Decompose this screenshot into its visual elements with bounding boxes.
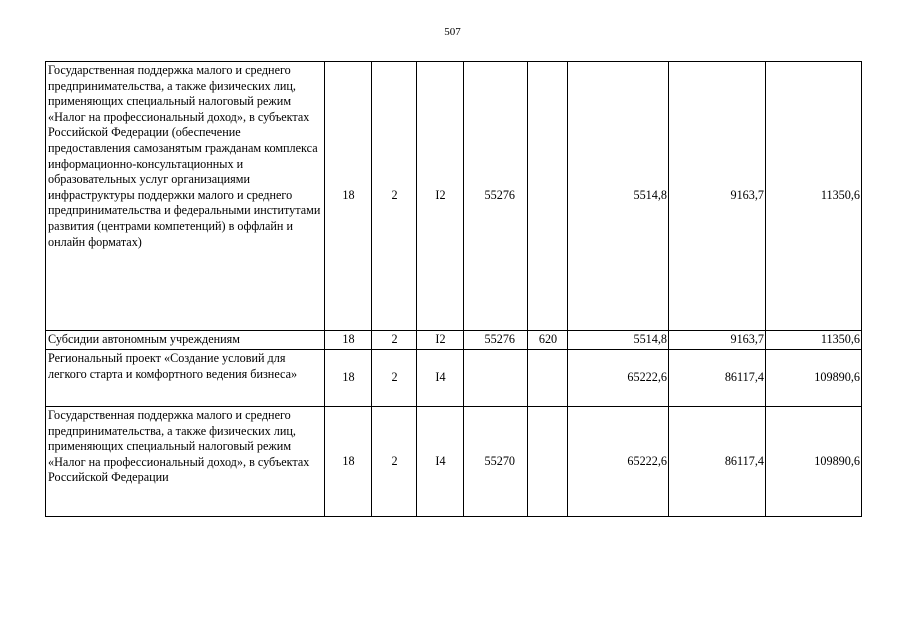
pgp-code: 2 xyxy=(372,331,417,350)
gp-code: 18 xyxy=(325,350,372,407)
expense-type-code xyxy=(528,350,568,407)
amount-year-3: 109890,6 xyxy=(766,350,862,407)
amount-year-1: 5514,8 xyxy=(568,331,669,350)
project-code: I2 xyxy=(417,62,464,331)
row-name: Региональный проект «Создание условий для легкого старта и комфортного ведения бизнеса» xyxy=(46,350,325,407)
expense-type-code xyxy=(528,62,568,331)
pgp-code: 2 xyxy=(372,350,417,407)
expense-type-code xyxy=(528,407,568,517)
project-code: I4 xyxy=(417,407,464,517)
amount-year-3: 109890,6 xyxy=(766,407,862,517)
amount-year-2: 86117,4 xyxy=(669,407,766,517)
amount-year-1: 5514,8 xyxy=(568,62,669,331)
gp-code: 18 xyxy=(325,407,372,517)
row-name: Государственная поддержка малого и среднего предпринимательства, а также физических лиц, применяющих специальный налоговый режим «Налог на профессиональный доход», в субъектах Российской Федерации (обеспечение предоставления самозанятым гражданам комплекса информационно-консультационных и образовательных услуг организациями инфраструктуры поддержки малого и среднего предпринимательства и федеральными институтами развития (центрами компетенций) в оффлайн и онлайн форматах) xyxy=(46,62,325,331)
row-name: Государственная поддержка малого и среднего предпринимательства, а также физических лиц, применяющих специальный налоговый режим «Налог на профессиональный доход», в субъектах Российской Федерации xyxy=(46,407,325,517)
amount-year-3: 11350,6 xyxy=(766,62,862,331)
project-code: I2 xyxy=(417,331,464,350)
table-row xyxy=(46,350,862,407)
direction-code xyxy=(464,350,528,407)
amount-year-2: 9163,7 xyxy=(669,62,766,331)
gp-code: 18 xyxy=(325,331,372,350)
table-row xyxy=(46,407,862,517)
table-row xyxy=(46,331,862,350)
amount-year-1: 65222,6 xyxy=(568,350,669,407)
page-number: 507 xyxy=(444,26,461,38)
table-row xyxy=(46,62,862,331)
gp-code: 18 xyxy=(325,62,372,331)
budget-table xyxy=(45,61,862,517)
amount-year-2: 9163,7 xyxy=(669,331,766,350)
pgp-code: 2 xyxy=(372,62,417,331)
direction-code: 55276 xyxy=(464,331,528,350)
direction-code: 55270 xyxy=(464,407,528,517)
amount-year-2: 86117,4 xyxy=(669,350,766,407)
project-code: I4 xyxy=(417,350,464,407)
expense-type-code: 620 xyxy=(528,331,568,350)
pgp-code: 2 xyxy=(372,407,417,517)
direction-code: 55276 xyxy=(464,62,528,331)
amount-year-1: 65222,6 xyxy=(568,407,669,517)
row-name: Субсидии автономным учреждениям xyxy=(46,331,325,350)
amount-year-3: 11350,6 xyxy=(766,331,862,350)
